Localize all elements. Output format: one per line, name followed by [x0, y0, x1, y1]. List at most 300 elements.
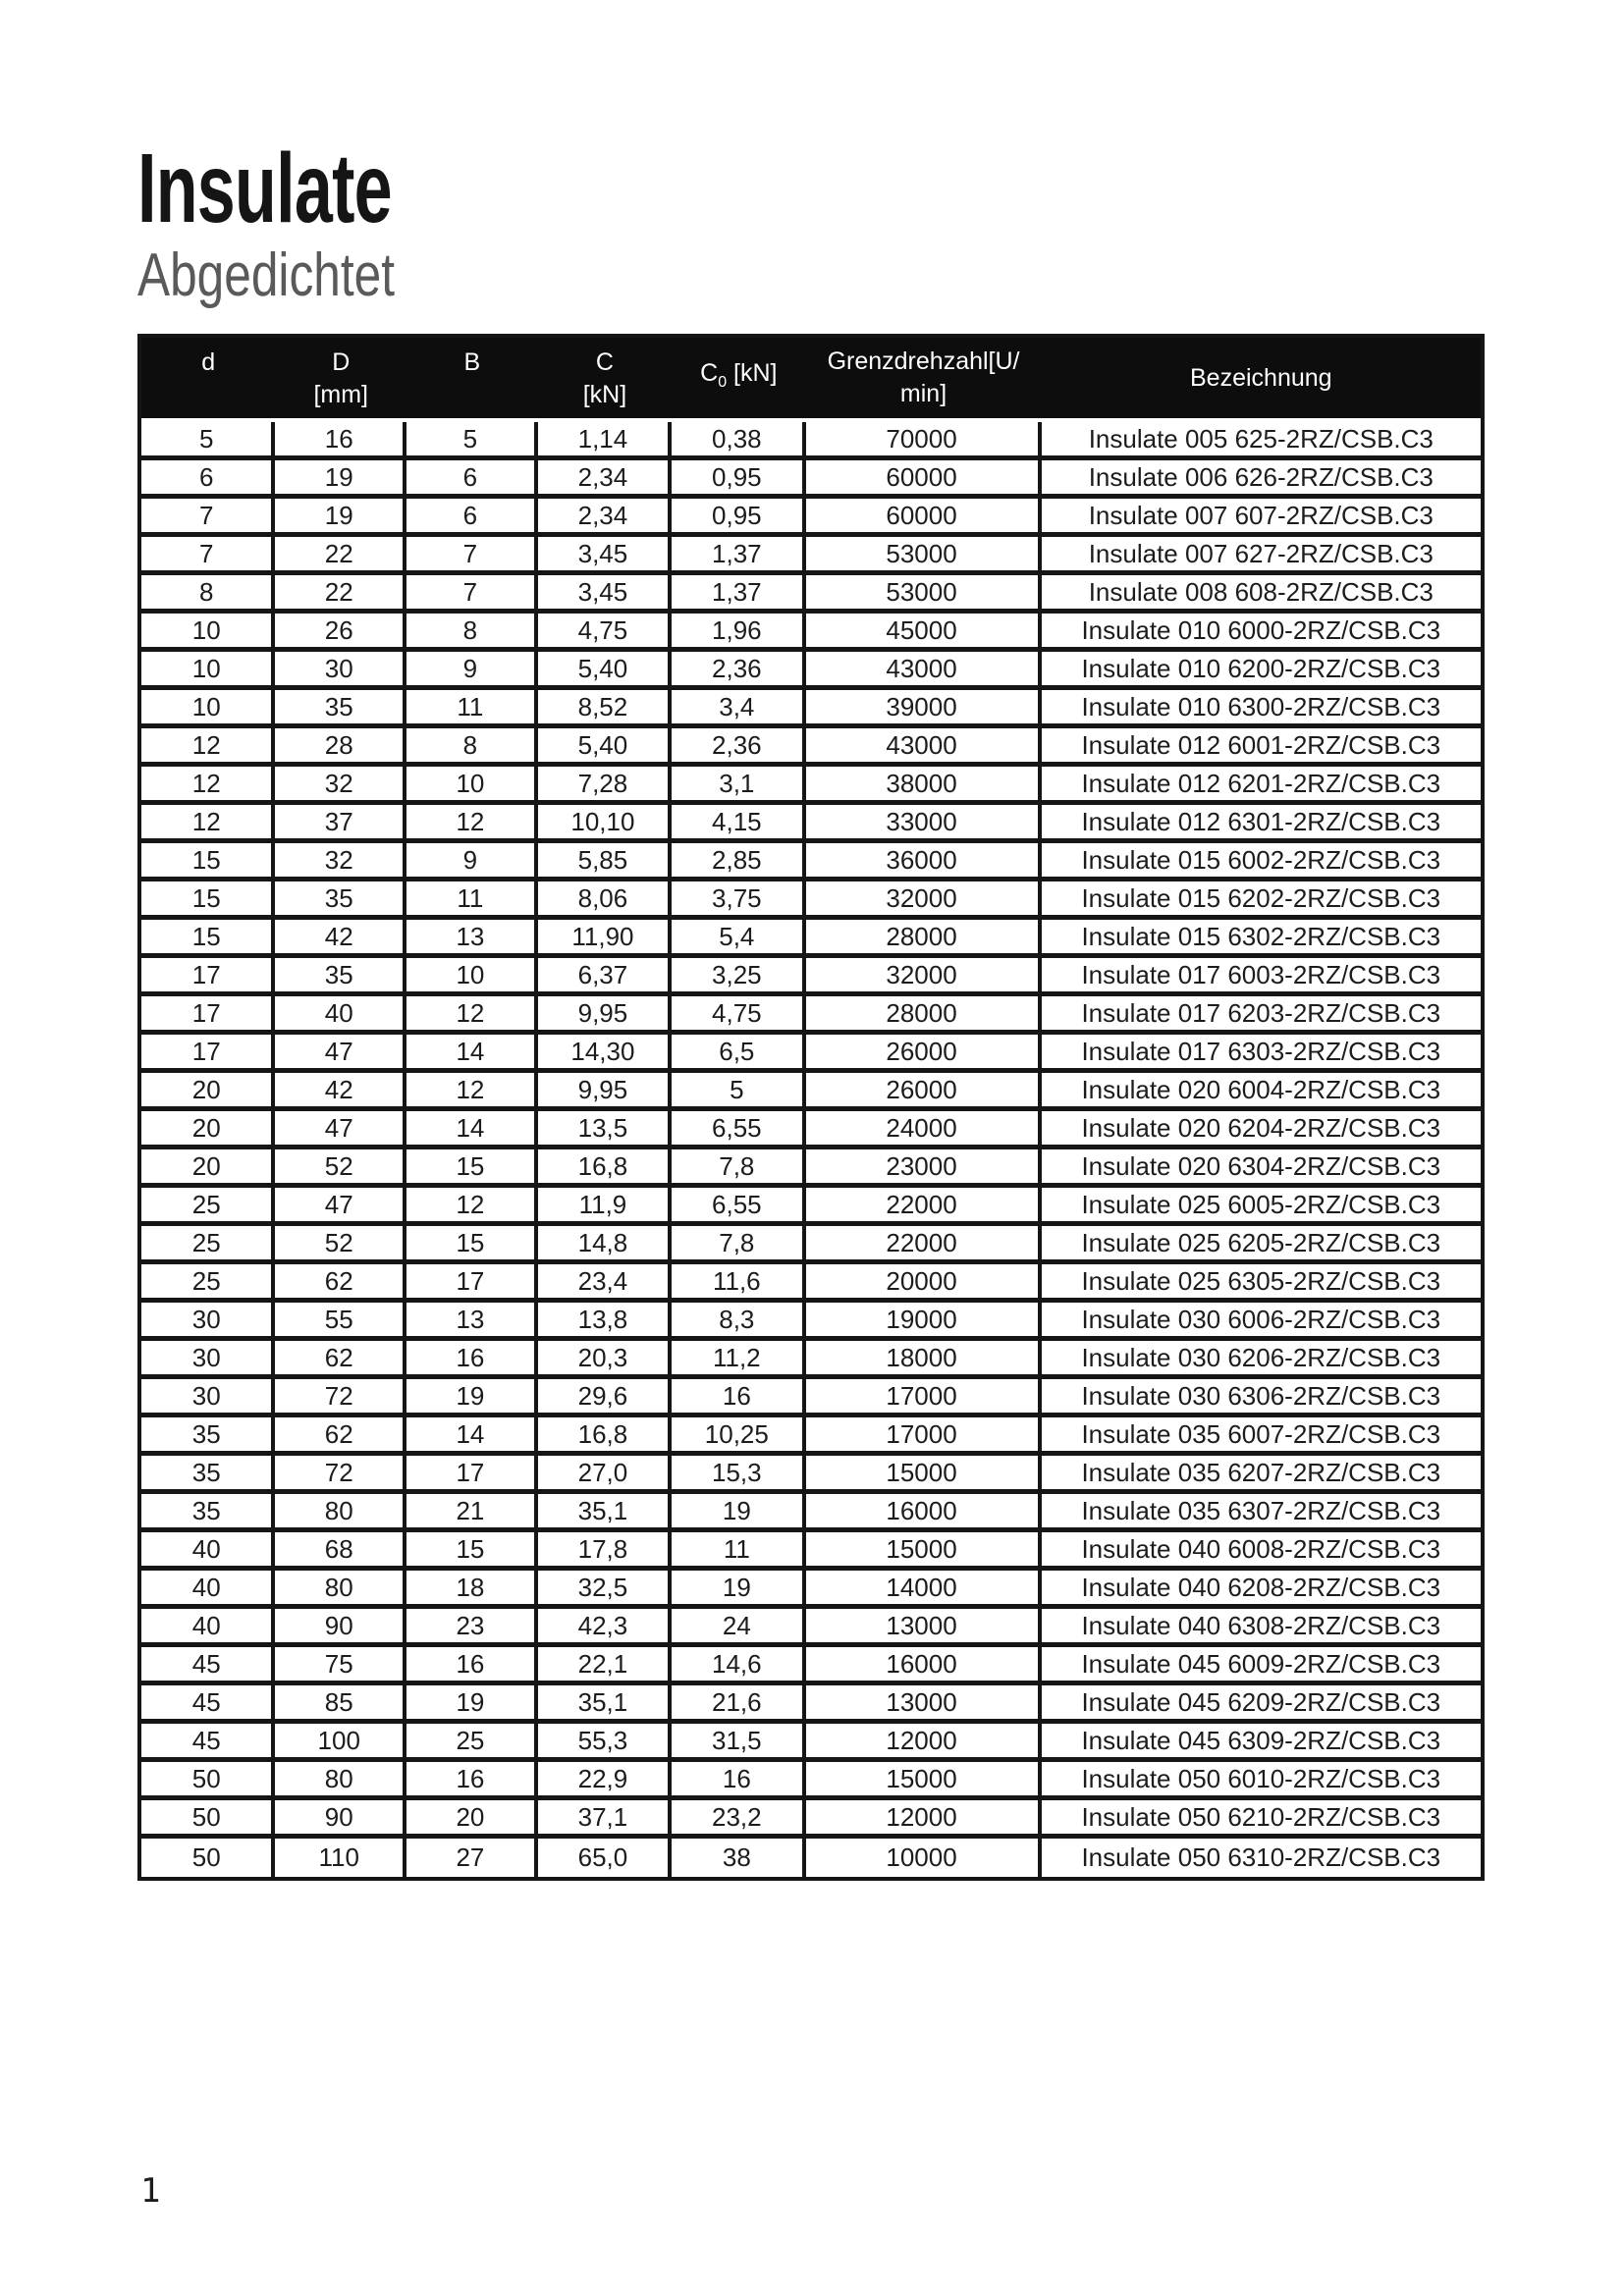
table-cell-d: 30: [141, 1379, 275, 1417]
table-cell-bezeichnung: Insulate 035 6307-2RZ/CSB.C3: [1042, 1494, 1481, 1532]
table-cell-B: 9: [406, 652, 538, 690]
table-cell-d: 15: [141, 881, 275, 920]
table-cell-grenzdrehzahl: 15000: [806, 1762, 1042, 1800]
table-cell-C0: 1,37: [672, 537, 805, 575]
page-subtitle: Abgedichtet: [137, 241, 395, 309]
table-cell-bezeichnung: Insulate 015 6202-2RZ/CSB.C3: [1042, 881, 1481, 920]
table-cell-C: 35,1: [538, 1685, 672, 1724]
table-cell-d: 5: [141, 422, 275, 460]
table-row: [141, 614, 1481, 652]
table-cell-B: 16: [406, 1341, 538, 1379]
table-cell-C0: 5: [672, 1073, 805, 1111]
table-cell-bezeichnung: Insulate 025 6005-2RZ/CSB.C3: [1042, 1188, 1481, 1226]
table-cell-C0: 23,2: [672, 1800, 805, 1839]
table-cell-C: 9,95: [538, 1073, 672, 1111]
table-cell-grenzdrehzahl: 60000: [806, 499, 1042, 537]
table-cell-B: 15: [406, 1532, 538, 1571]
table-cell-B: 21: [406, 1494, 538, 1532]
table-cell-d: 15: [141, 920, 275, 958]
table-cell-D: 40: [275, 996, 406, 1035]
table-cell-D: 80: [275, 1571, 406, 1609]
table-row: [141, 499, 1481, 537]
table-row: [141, 1379, 1481, 1417]
table-cell-d: 25: [141, 1264, 275, 1303]
table-cell-C0: 21,6: [672, 1685, 805, 1724]
table-cell-C: 32,5: [538, 1571, 672, 1609]
table-cell-D: 47: [275, 1111, 406, 1149]
table-cell-bezeichnung: Insulate 050 6310-2RZ/CSB.C3: [1081, 1842, 1441, 1872]
table-row: [141, 920, 1481, 958]
table-cell-C: 8,52: [538, 690, 672, 728]
table-cell-C0: 16: [672, 1379, 805, 1417]
table-cell-B: 15: [406, 1149, 538, 1188]
table-cell-B: 18: [406, 1571, 538, 1609]
table-cell-C0: 0,38: [672, 422, 805, 460]
table-cell-d: 25: [141, 1188, 275, 1226]
table-cell-d: 45: [141, 1647, 275, 1685]
table-row: [141, 1417, 1481, 1456]
table-cell-C: 35,1: [538, 1494, 672, 1532]
table-cell-B: 19: [406, 1685, 538, 1724]
table-cell-D: 22: [275, 575, 406, 614]
table-row: [141, 1111, 1481, 1149]
table-cell-bezeichnung: Insulate 035 6007-2RZ/CSB.C3: [1042, 1417, 1481, 1456]
table-cell-B: 16: [406, 1647, 538, 1685]
table-cell-C: 1,14: [538, 422, 672, 460]
table-cell-bezeichnung: Insulate 012 6201-2RZ/CSB.C3: [1042, 767, 1481, 805]
table-cell-C0: 14,6: [672, 1647, 805, 1685]
table-cell-C0: 11,2: [672, 1341, 805, 1379]
table-cell-d: 7: [141, 537, 275, 575]
table-cell-B: 27: [406, 1839, 538, 1877]
table-cell-d: 40: [141, 1609, 275, 1647]
table-cell-D: 42: [275, 1073, 406, 1111]
table-cell-grenzdrehzahl: 26000: [806, 1073, 1042, 1111]
table-cell-B: 17: [406, 1456, 538, 1494]
table-cell-grenzdrehzahl: 53000: [806, 537, 1042, 575]
table-cell-C: 6,37: [538, 958, 672, 996]
table-cell-bezeichnung: Insulate 030 6306-2RZ/CSB.C3: [1042, 1379, 1481, 1417]
table-cell-C0: 3,1: [672, 767, 805, 805]
table-cell-D: 75: [275, 1647, 406, 1685]
table-cell-C0: 15,3: [672, 1456, 805, 1494]
table-cell-D: 37: [275, 805, 406, 843]
table-cell-bezeichnung: Insulate 020 6204-2RZ/CSB.C3: [1042, 1111, 1481, 1149]
table-cell-grenzdrehzahl: 13000: [806, 1609, 1042, 1647]
table-cell-grenzdrehzahl: 12000: [806, 1800, 1042, 1839]
table-cell-D: 52: [275, 1226, 406, 1264]
page-number: 1: [140, 2171, 161, 2211]
table-cell-B: 5: [406, 422, 538, 460]
table-cell-d: 30: [141, 1303, 275, 1341]
table-cell-d: 8: [141, 575, 275, 614]
table-cell-C: 23,4: [538, 1264, 672, 1303]
table-cell-C0: 6,55: [672, 1188, 805, 1226]
table-cell-grenzdrehzahl: 24000: [806, 1111, 1042, 1149]
table-cell-D: 55: [275, 1303, 406, 1341]
table-cell-C: 22,1: [538, 1647, 672, 1685]
table-cell-C: 13,8: [538, 1303, 672, 1341]
table-cell-C: 14,30: [538, 1035, 672, 1073]
table-row: [141, 652, 1481, 690]
table-cell-C0: 4,75: [672, 996, 805, 1035]
table-cell-B: 16: [406, 1762, 538, 1800]
table-cell-C: 10,10: [538, 805, 672, 843]
table-cell-grenzdrehzahl: 10000: [806, 1839, 1042, 1877]
table-cell-C0: 3,25: [672, 958, 805, 996]
table-cell-d: 12: [141, 805, 275, 843]
table-cell-C: 5,40: [538, 728, 672, 767]
table-cell-C: 2,34: [538, 460, 672, 499]
table-cell-C0: 2,36: [672, 728, 805, 767]
table-cell-D: 32: [275, 843, 406, 881]
table-cell-grenzdrehzahl: 17000: [806, 1417, 1042, 1456]
table-cell-B: 13: [406, 920, 538, 958]
table-row: [141, 1303, 1481, 1341]
col-header-grenzdrehzahl: Grenzdrehzahl[U/ min]: [806, 338, 1042, 422]
table-cell-B: 14: [406, 1111, 538, 1149]
table-cell-C0: 24: [672, 1609, 805, 1647]
table-header-row: [141, 338, 1481, 422]
table-cell-C: 2,34: [538, 499, 672, 537]
table-cell-C0: 3,4: [672, 690, 805, 728]
table-cell-C0: 19: [672, 1571, 805, 1609]
table-cell-C: 20,3: [538, 1341, 672, 1379]
col-header-C-kN: C [kN]: [538, 338, 672, 422]
table-row: [141, 1073, 1481, 1111]
table-cell-grenzdrehzahl: 14000: [806, 1571, 1042, 1609]
table-cell-C0: 0,95: [672, 460, 805, 499]
table-row: [141, 1149, 1481, 1188]
table-cell-B: 12: [406, 805, 538, 843]
table-cell-B: 10: [406, 958, 538, 996]
table-cell-D: 110: [275, 1839, 406, 1877]
table-cell-grenzdrehzahl: 22000: [806, 1226, 1042, 1264]
table-cell-bezeichnung: Insulate 040 6308-2RZ/CSB.C3: [1042, 1609, 1481, 1647]
table-cell-bezeichnung: Insulate 030 6006-2RZ/CSB.C3: [1042, 1303, 1481, 1341]
page-title: Insulate: [137, 133, 392, 243]
table-cell-B: 19: [406, 1379, 538, 1417]
table-cell-C0: 38: [672, 1839, 805, 1877]
table-cell-grenzdrehzahl: 43000: [806, 652, 1042, 690]
table-cell-bezeichnung: Insulate 045 6009-2RZ/CSB.C3: [1042, 1647, 1481, 1685]
table-cell-B: 14: [406, 1417, 538, 1456]
table-cell-bezeichnung: Insulate 017 6303-2RZ/CSB.C3: [1042, 1035, 1481, 1073]
table-cell-D: 35: [275, 690, 406, 728]
table-cell-grenzdrehzahl: 33000: [806, 805, 1042, 843]
table-row: [141, 422, 1481, 460]
table-cell-C: 37,1: [538, 1800, 672, 1839]
table-cell-bezeichnung: Insulate 040 6008-2RZ/CSB.C3: [1042, 1532, 1481, 1571]
table-cell-d: 7: [141, 499, 275, 537]
table-cell-B: 8: [406, 728, 538, 767]
table-cell-d: 10: [141, 614, 275, 652]
table-cell-d: 6: [141, 460, 275, 499]
table-cell-D: 90: [275, 1800, 406, 1839]
table-cell-D: 62: [275, 1417, 406, 1456]
table-cell-B: 7: [406, 537, 538, 575]
table-cell-B: 23: [406, 1609, 538, 1647]
table-row: [141, 1609, 1481, 1647]
table-cell-D: 32: [275, 767, 406, 805]
table-cell-C0: 19: [672, 1494, 805, 1532]
table-cell-D: 72: [275, 1456, 406, 1494]
table-cell-C0: 16: [672, 1762, 805, 1800]
table-cell-B: 15: [406, 1226, 538, 1264]
table-cell-d: 17: [141, 1035, 275, 1073]
table-cell-D: 52: [275, 1149, 406, 1188]
table-cell-B: 25: [406, 1724, 538, 1762]
table-cell-d: 35: [141, 1417, 275, 1456]
table-cell-D: 19: [275, 460, 406, 499]
table-cell-C: 14,8: [538, 1226, 672, 1264]
table-cell-C0: 11,6: [672, 1264, 805, 1303]
table-cell-grenzdrehzahl: 15000: [806, 1456, 1042, 1494]
table-cell-C: 11,9: [538, 1188, 672, 1226]
table-cell-C0: 8,3: [672, 1303, 805, 1341]
table-cell-grenzdrehzahl: 36000: [806, 843, 1042, 881]
table-cell-grenzdrehzahl: 43000: [806, 728, 1042, 767]
table-cell-grenzdrehzahl: 15000: [806, 1532, 1042, 1571]
table-cell-d: 35: [141, 1494, 275, 1532]
table-cell-C0: 3,75: [672, 881, 805, 920]
table-cell-C0: 0,95: [672, 499, 805, 537]
table-cell-B: 10: [406, 767, 538, 805]
col-header-C0-kN: $C_0$ [kN]: [672, 338, 805, 422]
table-cell-C: 3,45: [538, 575, 672, 614]
table-cell-D: 42: [275, 920, 406, 958]
table-cell-D: 80: [275, 1762, 406, 1800]
table-cell-grenzdrehzahl: 23000: [806, 1149, 1042, 1188]
table-row: [141, 1647, 1481, 1685]
table-cell-B: 8: [406, 614, 538, 652]
table-cell-C: 17,8: [538, 1532, 672, 1571]
table-cell-grenzdrehzahl: 13000: [806, 1685, 1042, 1724]
table-cell-C0: 5,4: [672, 920, 805, 958]
table-cell-D: 100: [275, 1724, 406, 1762]
table-cell-C0: 10,25: [672, 1417, 805, 1456]
table-cell-B: 9: [406, 843, 538, 881]
table-cell-d: 20: [141, 1149, 275, 1188]
table-cell-C: 5,85: [538, 843, 672, 881]
table-cell-grenzdrehzahl: 16000: [806, 1647, 1042, 1685]
table-cell-C: 27,0: [538, 1456, 672, 1494]
table-cell-D: 90: [275, 1609, 406, 1647]
table-cell-C: 55,3: [538, 1724, 672, 1762]
table-row: [141, 1456, 1481, 1494]
table-cell-B: 12: [406, 1073, 538, 1111]
table-row: [141, 1494, 1481, 1532]
col-header-B: B: [406, 338, 538, 422]
table-cell-B: 20: [406, 1800, 538, 1839]
table-row: [141, 575, 1481, 614]
table-cell-bezeichnung: Insulate 012 6001-2RZ/CSB.C3: [1042, 728, 1481, 767]
table-cell-D: 30: [275, 652, 406, 690]
table-row: [141, 767, 1481, 805]
col-header-d: d: [141, 338, 275, 422]
table-row: [141, 881, 1481, 920]
table-cell-D: 80: [275, 1494, 406, 1532]
table-cell-bezeichnung: Insulate 017 6203-2RZ/CSB.C3: [1042, 996, 1481, 1035]
table-row: [141, 1724, 1481, 1762]
table-cell-d: 17: [141, 996, 275, 1035]
table-cell-d: 20: [141, 1111, 275, 1149]
table-cell-grenzdrehzahl: 32000: [806, 881, 1042, 920]
table-cell-C: 16,8: [538, 1417, 672, 1456]
table-row: [141, 1226, 1481, 1264]
table-cell-D: 47: [275, 1035, 406, 1073]
table-row: [141, 460, 1481, 499]
table-cell-grenzdrehzahl: 53000: [806, 575, 1042, 614]
bearing-spec-table: [137, 334, 1485, 1881]
table-row: [141, 843, 1481, 881]
table-cell-bezeichnung: Insulate 045 6209-2RZ/CSB.C3: [1042, 1685, 1481, 1724]
table-row: [141, 1035, 1481, 1073]
table-cell-C: 65,0: [538, 1839, 672, 1877]
table-row: [141, 537, 1481, 575]
table-cell-grenzdrehzahl: 45000: [806, 614, 1042, 652]
table-cell-B: 6: [406, 499, 538, 537]
table-cell-bezeichnung: Insulate 012 6301-2RZ/CSB.C3: [1042, 805, 1481, 843]
table-cell-d: 45: [141, 1685, 275, 1724]
table-cell-B: 17: [406, 1264, 538, 1303]
table-cell-grenzdrehzahl: 39000: [806, 690, 1042, 728]
table-cell-D: 28: [275, 728, 406, 767]
table-cell-d: 50: [141, 1839, 275, 1877]
table-cell-grenzdrehzahl: 12000: [806, 1724, 1042, 1762]
table-cell-B: 14: [406, 1035, 538, 1073]
table-cell-C0: 1,37: [672, 575, 805, 614]
table-cell-C0: 11: [672, 1532, 805, 1571]
table-cell-bezeichnung: Insulate 015 6002-2RZ/CSB.C3: [1042, 843, 1481, 881]
table-row: [141, 1839, 1481, 1877]
table-cell-C0: 1,96: [672, 614, 805, 652]
table-cell-d: 12: [141, 767, 275, 805]
table-body: [141, 422, 1481, 1877]
table-row: [141, 1685, 1481, 1724]
table-cell-bezeichnung: Insulate 017 6003-2RZ/CSB.C3: [1042, 958, 1481, 996]
table-cell-D: 19: [275, 499, 406, 537]
table-cell-grenzdrehzahl: 16000: [806, 1494, 1042, 1532]
table-cell-d: 40: [141, 1532, 275, 1571]
table-cell-B: 6: [406, 460, 538, 499]
table-row: [141, 690, 1481, 728]
table-cell-grenzdrehzahl: 19000: [806, 1303, 1042, 1341]
table-row: [141, 1532, 1481, 1571]
table-cell-C: 3,45: [538, 537, 672, 575]
table-cell-d: 40: [141, 1571, 275, 1609]
table-cell-d: 50: [141, 1762, 275, 1800]
table-cell-bezeichnung: Insulate 020 6304-2RZ/CSB.C3: [1042, 1149, 1481, 1188]
table-cell-grenzdrehzahl: 17000: [806, 1379, 1042, 1417]
table-cell-D: 47: [275, 1188, 406, 1226]
table-cell-grenzdrehzahl: 70000: [806, 422, 1042, 460]
table-cell-C: 8,06: [538, 881, 672, 920]
table-cell-grenzdrehzahl: 60000: [806, 460, 1042, 499]
table-cell-C: 29,6: [538, 1379, 672, 1417]
table-cell-bezeichnung: Insulate 010 6300-2RZ/CSB.C3: [1042, 690, 1481, 728]
table-cell-bezeichnung: Insulate 006 626-2RZ/CSB.C3: [1042, 460, 1481, 499]
table-cell-d: 30: [141, 1341, 275, 1379]
table-row: [141, 1264, 1481, 1303]
table-cell-grenzdrehzahl: 28000: [806, 996, 1042, 1035]
table-cell-C0: 6,55: [672, 1111, 805, 1149]
table-cell-C: 42,3: [538, 1609, 672, 1647]
table-cell-bezeichnung: Insulate 007 607-2RZ/CSB.C3: [1042, 499, 1481, 537]
table-cell-B: 11: [406, 690, 538, 728]
table-row: [141, 996, 1481, 1035]
table-cell-bezeichnung: Insulate 035 6207-2RZ/CSB.C3: [1042, 1456, 1481, 1494]
table-cell-bezeichnung: Insulate 030 6206-2RZ/CSB.C3: [1042, 1341, 1481, 1379]
table-cell-bezeichnung: Insulate 050 6010-2RZ/CSB.C3: [1042, 1762, 1481, 1800]
table-cell-C0: 31,5: [672, 1724, 805, 1762]
table-row: [141, 1800, 1481, 1839]
table-cell-C0: 2,85: [672, 843, 805, 881]
table-cell-C: 11,90: [538, 920, 672, 958]
table-cell-D: 62: [275, 1341, 406, 1379]
table-cell-C: 9,95: [538, 996, 672, 1035]
table-cell-bezeichnung: Insulate 040 6208-2RZ/CSB.C3: [1042, 1571, 1481, 1609]
table-cell-d: 10: [141, 652, 275, 690]
table-cell-d: 45: [141, 1724, 275, 1762]
table-row: [141, 1571, 1481, 1609]
table-row: [141, 1762, 1481, 1800]
table-row: [141, 958, 1481, 996]
table-cell-D: 22: [275, 537, 406, 575]
table-row: [141, 805, 1481, 843]
table-cell-B: 11: [406, 881, 538, 920]
table-row: [141, 1341, 1481, 1379]
table-cell-C0: 4,15: [672, 805, 805, 843]
table-cell-bezeichnung: Insulate 025 6305-2RZ/CSB.C3: [1042, 1264, 1481, 1303]
table-cell-C: 22,9: [538, 1762, 672, 1800]
table-cell-bezeichnung: Insulate 050 6210-2RZ/CSB.C3: [1042, 1800, 1481, 1839]
table-cell-D: 68: [275, 1532, 406, 1571]
col-header-bezeichnung: Bezeichnung: [1042, 338, 1481, 422]
table-cell-D: 72: [275, 1379, 406, 1417]
table-cell-grenzdrehzahl: 22000: [806, 1188, 1042, 1226]
table-cell-C: 13,5: [538, 1111, 672, 1149]
table-cell-bezeichnung: Insulate 015 6302-2RZ/CSB.C3: [1042, 920, 1481, 958]
table-cell-D: 85: [275, 1685, 406, 1724]
table-cell-C: 16,8: [538, 1149, 672, 1188]
table-cell-grenzdrehzahl: 28000: [806, 920, 1042, 958]
table-cell-grenzdrehzahl: 20000: [806, 1264, 1042, 1303]
table-cell-bezeichnung: Insulate 007 627-2RZ/CSB.C3: [1042, 537, 1481, 575]
table-cell-d: 12: [141, 728, 275, 767]
table-cell-C: 5,40: [538, 652, 672, 690]
table-cell-d: 35: [141, 1456, 275, 1494]
table-cell-bezeichnung: Insulate 005 625-2RZ/CSB.C3: [1042, 422, 1481, 460]
table-cell-D: 62: [275, 1264, 406, 1303]
table-cell-bezeichnung: Insulate 010 6000-2RZ/CSB.C3: [1042, 614, 1481, 652]
table-row: [141, 728, 1481, 767]
table-cell-B: 12: [406, 996, 538, 1035]
col-header-D-mm: D [mm]: [275, 338, 406, 422]
table-cell-grenzdrehzahl: 26000: [806, 1035, 1042, 1073]
table-cell-D: 35: [275, 881, 406, 920]
table-cell-B: 13: [406, 1303, 538, 1341]
table-cell-C0: 7,8: [672, 1226, 805, 1264]
table-cell-D: 16: [275, 422, 406, 460]
table-cell-C0: 6,5: [672, 1035, 805, 1073]
table-cell-B: 12: [406, 1188, 538, 1226]
table-cell-bezeichnung: Insulate 008 608-2RZ/CSB.C3: [1042, 575, 1481, 614]
table-cell-d: 20: [141, 1073, 275, 1111]
table-cell-d: 10: [141, 690, 275, 728]
table-cell-d: 17: [141, 958, 275, 996]
table-cell-bezeichnung: Insulate 010 6200-2RZ/CSB.C3: [1042, 652, 1481, 690]
